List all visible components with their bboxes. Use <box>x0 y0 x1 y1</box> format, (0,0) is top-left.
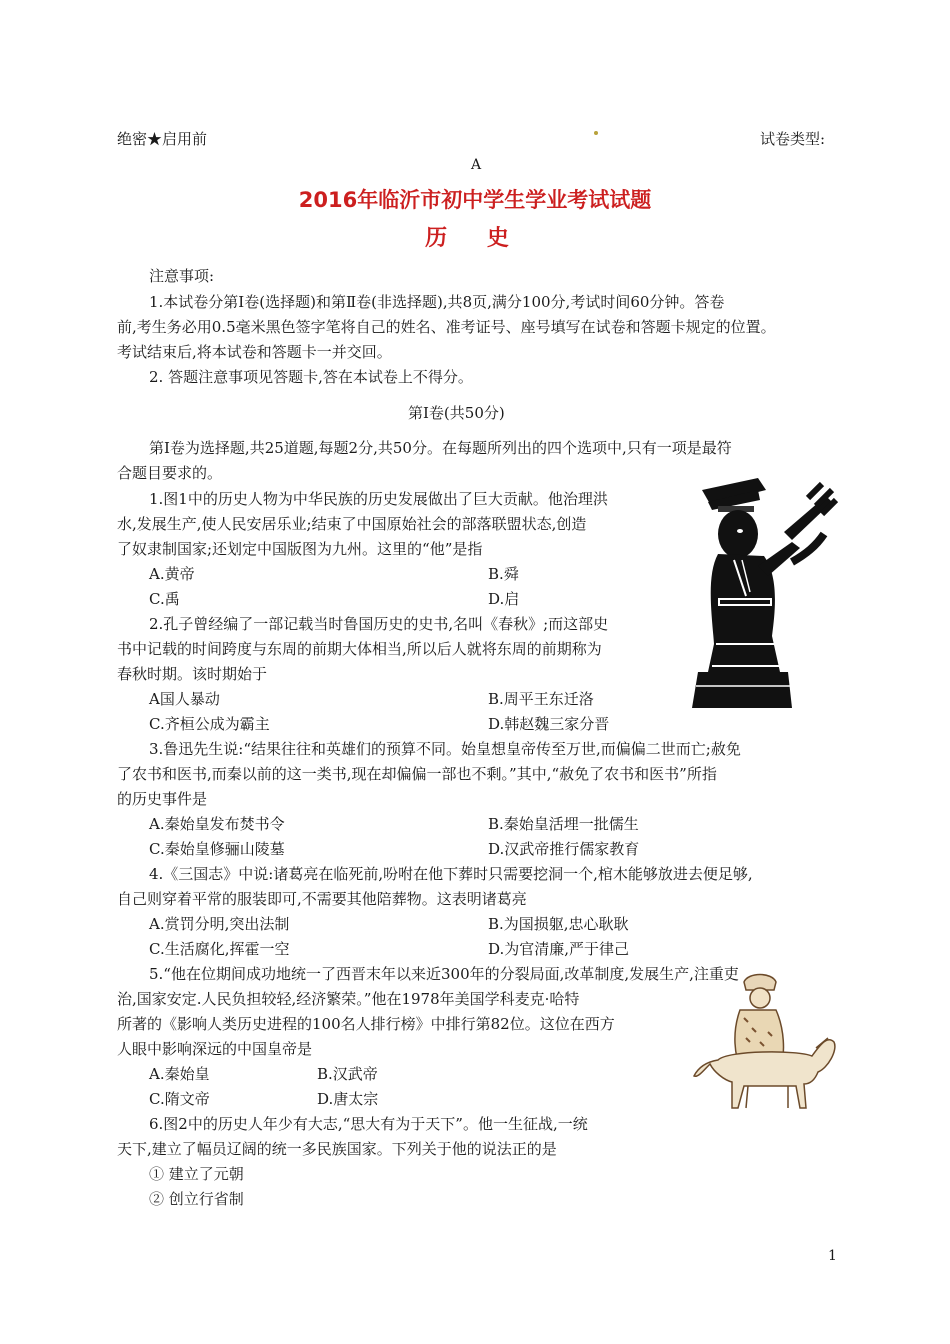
figure-1-yu-image <box>688 476 838 712</box>
notice-item-2: 2. 答题注意事项见答题卡,答在本试卷上不得分。 <box>149 368 473 386</box>
q6-line-1: 6.图2中的历史人年少有大志,“思大有为于天下”。他一生征战,一统 <box>149 1115 588 1133</box>
notice-heading: 注意事项: <box>149 267 215 285</box>
q2-line-3: 春秋时期。该时期始于 <box>117 665 268 683</box>
q2-option-c: C.齐桓公成为霸主 <box>149 715 270 733</box>
q4-line-2: 自己则穿着平常的服装即可,不需要其他陪葬物。这表明诸葛亮 <box>117 890 527 908</box>
q1-option-b: B.舜 <box>488 565 519 583</box>
q4-option-a: A.赏罚分明,突出法制 <box>149 915 290 933</box>
notice-item-1-line-1: 1.本试卷分第Ⅰ卷(选择题)和第Ⅱ卷(非选择题),共8页,满分100分,考试时间60分钟。答卷 <box>149 293 725 311</box>
q4-option-d: D.为官清廉,严于律己 <box>488 940 630 958</box>
q5-option-c: C.隋文帝 <box>149 1090 210 1108</box>
q4-option-c: C.生活腐化,挥霍一空 <box>149 940 290 958</box>
exam-title: 2016年临沂市初中学生学业考试试题 <box>298 188 652 212</box>
q3-option-b: B.秦始皇活埋一批儒生 <box>488 815 639 833</box>
q3-option-d: D.汉武帝推行儒家教育 <box>488 840 640 858</box>
q1-option-a: A.黄帝 <box>149 565 195 583</box>
q5-line-2: 治,国家安定.人民负担较轻,经济繁荣。”他在1978年美国学科麦克·哈特 <box>117 990 580 1008</box>
paper-type-letter: A <box>471 157 482 173</box>
q2-option-b: B.周平王东迁洛 <box>488 690 594 708</box>
q6-option-1: ① 建立了元朝 <box>149 1165 244 1183</box>
q1-line-2: 水,发展生产,使人民安居乐业;结束了中国原始社会的部落联盟状态,创造 <box>117 515 587 533</box>
q2-line-1: 2.孔子曾经编了一部记载当时鲁国历史的史书,名叫《春秋》;而这部史 <box>149 615 609 633</box>
q1-option-c: C.禹 <box>149 590 180 608</box>
q3-line-2: 了农书和医书,而秦以前的这一类书,现在却偏偏一部也不剩。”其中,“赦免了农书和医书”所指 <box>117 765 717 783</box>
figure-2-horseman-image <box>688 972 838 1112</box>
q5-option-a: A.秦始皇 <box>149 1065 210 1083</box>
q3-option-c: C.秦始皇修骊山陵墓 <box>149 840 285 858</box>
q2-option-a: A国人暴动 <box>149 690 220 708</box>
notice-item-1-line-3: 考试结束后,将本试卷和答题卡一并交回。 <box>117 343 392 361</box>
q3-line-1: 3.鲁迅先生说:“结果往往和英雄们的预算不同。始皇想皇帝传至万世,而偏偏二世而亡;赦免 <box>149 740 741 758</box>
q5-line-3: 所著的《影响人类历史进程的100名人排行榜》中排行第82位。这位在西方 <box>117 1015 615 1033</box>
q6-option-2: ② 创立行省制 <box>149 1190 244 1208</box>
q6-line-2: 天下,建立了幅员辽阔的统一多民族国家。下列关于他的说法正的是 <box>117 1140 557 1158</box>
page-number: 1 <box>828 1248 837 1264</box>
q5-option-b: B.汉武帝 <box>317 1065 378 1083</box>
q5-line-1: 5.“他在位期间成功地统一了西晋末年以来近300年的分裂局面,改革制度,发展生产,注重吏 <box>149 965 739 983</box>
q3-line-3: 的历史事件是 <box>117 790 208 808</box>
notice-item-1-line-2: 前,考生务必用0.5毫米黑色签字笔将自己的姓名、准考证号、座号填写在试卷和答题卡规定的位置。 <box>117 318 776 336</box>
subject-title: 历 史 <box>425 226 525 251</box>
q4-option-b: B.为国损躯,忠心耿耿 <box>488 915 629 933</box>
q4-line-1: 4.《三国志》中说:诸葛亮在临死前,吩咐在他下葬时只需要挖洞一个,棺木能够放进去便足够, <box>149 865 753 883</box>
section-intro-line-2: 合题目要求的。 <box>117 464 223 482</box>
q1-option-d: D.启 <box>488 590 520 608</box>
q1-line-3: 了奴隶制国家;还划定中国版图为九州。这里的“他”是指 <box>117 540 483 558</box>
q5-option-d: D.唐太宗 <box>317 1090 379 1108</box>
decorative-dot <box>594 131 598 135</box>
q2-line-2: 书中记载的时间跨度与东周的前期大体相当,所以后人就将东周的前期称为 <box>117 640 602 658</box>
confidential-label: 绝密★启用前 <box>117 130 208 148</box>
section-intro-line-1: 第Ⅰ卷为选择题,共25道题,每题2分,共50分。在每题所列出的四个选项中,只有一项是最符 <box>149 439 732 457</box>
q1-line-1: 1.图1中的历史人物为中华民族的历史发展做出了巨大贡献。他治理洪 <box>149 490 608 508</box>
section-heading: 第Ⅰ卷(共50分) <box>408 404 505 422</box>
paper-type-label: 试卷类型: <box>760 130 826 148</box>
q5-line-4: 人眼中影响深远的中国皇帝是 <box>117 1040 313 1058</box>
q2-option-d: D.韩赵魏三家分晋 <box>488 715 610 733</box>
q3-option-a: A.秦始皇发布焚书令 <box>149 815 285 833</box>
